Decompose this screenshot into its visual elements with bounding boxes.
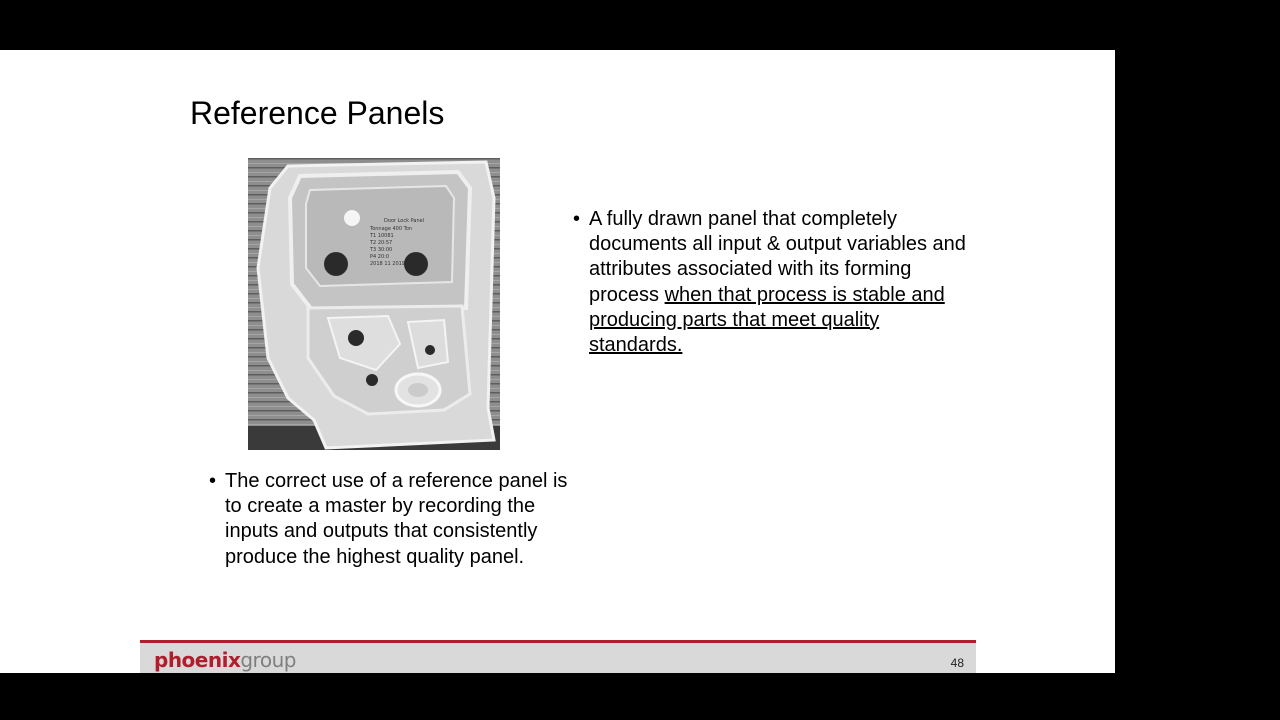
footer-bar bbox=[140, 640, 976, 673]
page-number: 48 bbox=[950, 656, 964, 670]
logo-text-group: group bbox=[240, 648, 296, 672]
bullet-right bbox=[573, 207, 966, 367]
bullet-left bbox=[209, 469, 568, 599]
slide-title: Reference Panels bbox=[190, 95, 445, 131]
logo-text-phoenix: phoenix bbox=[154, 648, 241, 672]
bullet-dot: • bbox=[209, 470, 217, 492]
bullet-right-text bbox=[589, 207, 969, 358]
bullet-right-text-underlined: when that process is stable and producing parts that meet quality standards. bbox=[589, 283, 945, 357]
photo-note-line: T1 10081 bbox=[370, 233, 394, 239]
bullet-left-text: The correct use of a reference panel is to create a master by recording the inputs and outputs that consistently produce the highest quality panel. bbox=[225, 470, 568, 568]
photo-note-line: T3 30:00 bbox=[370, 247, 393, 253]
photo-note-line: P4 20:0 bbox=[370, 254, 390, 260]
bullet-dot: • bbox=[573, 208, 581, 230]
door-panel-photo bbox=[248, 158, 500, 450]
slide bbox=[0, 50, 1115, 673]
photo-note-line: T2 20:57 bbox=[370, 240, 393, 246]
phoenix-group-logo bbox=[154, 647, 296, 673]
bullet-right-text-plain: A fully drawn panel that completely documents all input & output variables and attributes associated with its forming process bbox=[589, 208, 966, 306]
photo-note-line: Door Lock Panel bbox=[384, 218, 425, 224]
photo-note-line: 2018 11 2019 bbox=[370, 261, 405, 267]
photo-note-line: Tonnage 400 Ton bbox=[370, 226, 413, 232]
